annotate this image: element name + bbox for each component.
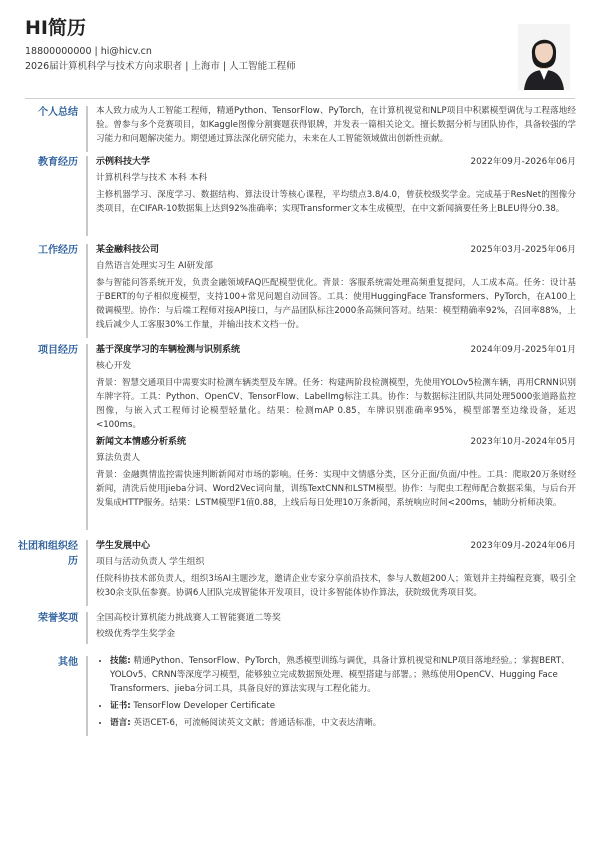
club-title: 社团和组织经历: [18, 541, 78, 567]
project-header: [96, 434, 576, 450]
certificate-text: TensorFlow Developer Certificate: [133, 701, 276, 711]
project-date: 2023年10月-2024年05月: [470, 437, 576, 447]
awards-body: [96, 610, 576, 642]
project-item: [96, 434, 576, 510]
contact-info: 18800000000 | hi@hicv.cn: [25, 46, 152, 57]
language-text: 英语CET-6，可流畅阅读英文文献；普通话标准，中文表达清晰。: [133, 718, 382, 728]
project-name: 新闻文本情感分析系统: [96, 437, 187, 447]
club-rule: [86, 540, 88, 606]
candidate-name: HI简历: [25, 17, 86, 39]
work-title: 工作经历: [38, 245, 78, 256]
project-header: [96, 342, 576, 358]
education-body: [96, 154, 576, 218]
project-date: 2024年09月-2025年01月: [470, 345, 576, 355]
header-divider: [25, 98, 575, 99]
club-body: [96, 538, 576, 602]
company-name: 某金融科技公司: [96, 245, 160, 255]
education-degree: 计算机科学与技术 本科 本科: [96, 173, 208, 183]
education-title: 教育经历: [38, 157, 78, 168]
school-name: 示例科技大学: [96, 157, 151, 167]
work-body: [96, 242, 576, 334]
job-intent: 2026届计算机科学与技术方向求职者 | 上海市 | 人工智能工程师: [25, 61, 296, 72]
certificate-label: 证书:: [110, 701, 131, 711]
skills-text: 精通Python、TensorFlow、PyTorch，熟悉模型训练与调优，具备计算机视觉和NLP项目落地经验。；掌握BERT、YOLOv5、CRNN等深度学习模型，能够独立完成数据预处理、模型搭建与部署。；熟练使用OpenCV、Hugging Face Transformers、jieba分词工具，具备良好的算法实现与工程化能力。: [110, 656, 570, 694]
education-date: 2022年09月-2026年06月: [470, 157, 576, 167]
language-label: 语言:: [110, 718, 131, 728]
project-role: 核心开发: [96, 361, 132, 371]
club-text: 任院科协技术部负责人，组织3场AI主题沙龙，邀请企业专家分享前沿技术，参与人数超200人；策划并主持编程竞赛，吸引全校30余支队伍参赛。协调6人团队完成智能体开发项目，设计多智能体协作算法，获院级优秀项目奖。: [96, 574, 576, 598]
skills-label: 技能:: [110, 656, 131, 666]
work-text: 参与智能问答系统开发，负责金融领域FAQ匹配模型优化。背景：客服系统需处理高频重复提问，人工成本高。任务：设计基于BERT的句子相似度模型，支持100+常见问题自动回答。工具：使用HuggingFace Transformers、PyTorch，在A100上微调模型。协作：与后端工程师对接API接口，与产品团队标注2000条高频问答对。结果：模型精确率92%，召回率88%，上线后减少人工客服30%工作量，并输出技术文档一份。: [96, 278, 576, 330]
project-item: [96, 342, 576, 432]
work-header: [96, 242, 576, 258]
summary-text: 本人致力成为人工智能工程师，精通Python、TensorFlow、PyTorch，在计算机视觉和NLP项目中积累模型调优与工程落地经验。曾参与多个竞赛项目，如Kaggle图像分割赛题获得银牌，并发表一篇相关论文。擅长数据分析与团队协作，具备较强的学习能力和问题解决能力。期望通过算法深化研究能力，未来在人工智能领域做出创新性贡献。: [96, 106, 576, 144]
club-header: [96, 538, 576, 554]
summary-rule: [86, 106, 88, 152]
education-header: [96, 154, 576, 170]
award-item: 全国高校计算机能力挑战赛人工智能赛道二等奖: [96, 613, 281, 623]
work-date: 2025年03月-2025年06月: [470, 245, 576, 255]
awards-rule: [86, 612, 88, 644]
club-role: 项目与活动负责人 学生组织: [96, 557, 205, 567]
work-rule: [86, 244, 88, 338]
club-date: 2023年09月-2024年06月: [470, 541, 576, 551]
avatar: [518, 24, 570, 90]
club-org: 学生发展中心: [96, 541, 151, 551]
award-item: 校级优秀学生奖学金: [96, 629, 176, 639]
resume-header: [25, 14, 495, 74]
project-name: 基于深度学习的车辆检测与识别系统: [96, 345, 241, 355]
certificate-item: [110, 699, 576, 713]
project-text: 背景：智慧交通项目中需要实时检测车辆类型及车牌。任务：构建两阶段检测模型，先使用YOLOv5检测车辆，再用CRNN识别车牌字符。工具：Python、OpenCV、TensorFlow、LabelImg标注工具。协作：与数据标注团队共同处理5000张道路监控图像，与嵌入式工程师讨论模型轻量化。结果：检测mAP 0.85，车牌识别准确率95%，模型部署至边缘设备，延迟<100ms。: [96, 378, 576, 430]
project-text: 背景：金融舆情监控需快速判断新闻对市场的影响。任务：实现中文情感分类，区分正面/负面/中性。工具：爬取20万条财经新闻，清洗后使用jieba分词、Word2Vec词向量，训练TextCNN和LSTM模型。协作：与爬虫工程师配合数据采集，与后台开发集成HTTP服务。结果：LSTM模型F1值0.88，上线后每日处理10万条新闻，系统响应时间<200ms，辅助分析师决策。: [96, 470, 576, 508]
other-rule: [86, 656, 88, 736]
education-text: 主修机器学习、深度学习、数据结构、算法设计等核心课程，平均绩点3.8/4.0，曾获校级奖学金。完成基于ResNet的图像分类项目，在CIFAR-10数据集上达到92%准确率；实现Transformer文本生成模型，在中文新闻摘要任务上BLEU得分0.38。: [96, 190, 576, 214]
awards-title: 荣誉奖项: [38, 613, 78, 624]
project-role: 算法负责人: [96, 453, 140, 463]
projects-title: 项目经历: [38, 345, 78, 356]
skills-item: [110, 654, 576, 696]
education-rule: [86, 156, 88, 236]
language-item: [110, 716, 576, 730]
projects-rule: [86, 344, 88, 530]
other-body: [96, 654, 576, 733]
other-list: [96, 654, 576, 730]
other-title: 其他: [58, 657, 78, 668]
projects-body: [96, 342, 576, 512]
summary-body: [96, 104, 576, 146]
work-role: 自然语言处理实习生 AI研发部: [96, 261, 213, 271]
person-photo-icon: [518, 24, 570, 90]
summary-title: 个人总结: [38, 107, 78, 118]
